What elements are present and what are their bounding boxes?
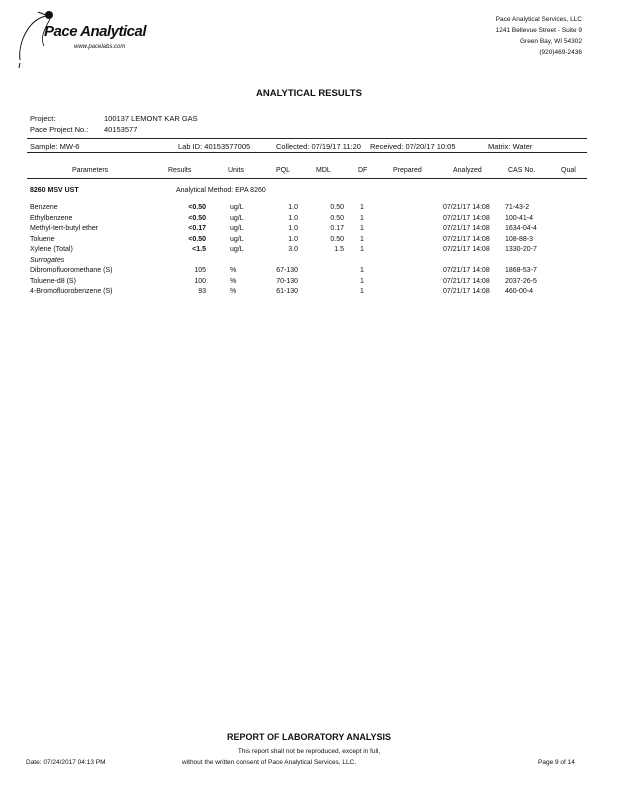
cell-pql: 70-130 — [276, 277, 298, 285]
cell-result: 93 — [198, 288, 206, 295]
cell-pql: 67-130 — [276, 267, 298, 274]
cell-cas: 1330-20-7 — [505, 246, 537, 253]
logo-name: Pace Analytical — [44, 23, 147, 40]
header-pql: PQL — [276, 167, 291, 174]
received: Received: 07/20/17 10:05 — [370, 142, 456, 151]
project-label: Project: — [30, 114, 56, 123]
header-cas: CAS No. — [508, 167, 536, 174]
cell-cas: 100-41-4 — [505, 214, 534, 222]
cell-pql: 1.0 — [288, 235, 298, 243]
cell-mdl: 0.50 — [330, 214, 344, 222]
header-mdl: MDL — [316, 167, 331, 174]
footer-note-2: without the written consent of Pace Analytical Services, LLC. — [182, 759, 357, 766]
header-qual: Qual — [561, 167, 576, 174]
cell-analyzed: 07/21/17 14:08 — [443, 235, 490, 243]
cell-result: <0.50 — [188, 204, 206, 211]
pace-project-value: 40153577 — [104, 125, 138, 134]
cell-result: 105 — [194, 267, 206, 274]
footer-date: Date: 07/24/2017 04:13 PM — [26, 759, 106, 766]
cell-analyzed: 07/21/17 14:08 — [443, 267, 490, 274]
cell-result: <0.50 — [188, 235, 206, 243]
cell-units: % — [230, 267, 237, 274]
cell-cas: 2037-26-5 — [505, 277, 537, 285]
surrogates-label: Surrogates — [30, 256, 65, 264]
project-value: 100137 LEMONT KAR GAS — [104, 114, 198, 123]
cell-cas: 108-88-3 — [505, 235, 534, 243]
cell-cas: 1868-53-7 — [505, 267, 537, 274]
cell-df: 1 — [360, 204, 364, 211]
divider — [27, 178, 587, 179]
header-units: Units — [228, 167, 244, 174]
cell-cas: 1634-04-4 — [505, 225, 537, 232]
cell-mdl: 0.50 — [330, 235, 344, 243]
cell-df: 1 — [360, 225, 364, 232]
cell-df: 1 — [360, 288, 364, 295]
matrix: Matrix: Water — [488, 142, 533, 151]
cell-df: 1 — [360, 214, 364, 222]
cell-analyzed: 07/21/17 14:08 — [443, 214, 490, 222]
section-name: 8260 MSV UST — [30, 187, 79, 194]
cell-mdl: 1.5 — [334, 246, 344, 253]
cell-units: ug/L — [230, 204, 244, 211]
pace-project-label: Pace Project No.: — [30, 125, 89, 134]
cell-analyzed: 07/21/17 14:08 — [443, 225, 490, 232]
collected: Collected: 07/19/17 11:20 — [276, 142, 361, 151]
cell-param: Toluene-d8 (S) — [30, 277, 76, 285]
company-address: Pace Analytical Services, LLC 1241 Bellevue Street - Suite 9 Green Bay, WI 54302 (920)469-2436 — [495, 16, 582, 56]
page-title: ANALYTICAL RESULTS — [256, 88, 362, 99]
cell-result: <0.17 — [188, 225, 206, 232]
cell-pql: 61-130 — [276, 288, 298, 295]
sample-label: Sample: MW-6 — [30, 142, 80, 151]
cell-df: 1 — [360, 267, 364, 274]
cell-units: ug/L — [230, 225, 244, 232]
footer-note-1: This report shall not be reproduced, except in full, — [237, 748, 381, 755]
header-prepared: Prepared — [393, 167, 422, 174]
header-df: DF — [358, 167, 368, 174]
cell-param: Methyl-tert-butyl ether — [30, 225, 99, 232]
cell-result: <1.5 — [192, 246, 206, 253]
cell-result: 100 — [194, 277, 206, 285]
cell-pql: 1.0 — [288, 204, 298, 211]
footer-title: REPORT OF LABORATORY ANALYSIS — [226, 732, 392, 742]
cell-analyzed: 07/21/17 14:08 — [443, 288, 490, 295]
cell-units: % — [230, 288, 237, 295]
footer-page: Page 9 of 14 — [538, 759, 575, 766]
cell-df: 1 — [360, 235, 364, 243]
cell-param: 4-Bromofluorobenzene (S) — [30, 288, 113, 295]
cell-units: ug/L — [230, 214, 244, 222]
cell-cas: 71-43-2 — [505, 204, 530, 211]
header-parameters: Parameters — [72, 167, 109, 174]
cell-units: ug/L — [230, 235, 244, 243]
header-analyzed: Analyzed — [453, 167, 482, 174]
cell-param: Toluene — [30, 235, 55, 243]
cell-result: <0.50 — [188, 214, 206, 222]
cell-param: Ethylbenzene — [30, 214, 73, 222]
cell-param: Dibromofluoromethane (S) — [30, 267, 113, 274]
logo-url: www.pacelabs.com — [74, 44, 126, 50]
divider — [27, 138, 587, 139]
cell-units: % — [230, 277, 237, 285]
cell-mdl: 0.17 — [330, 225, 344, 232]
cell-df: 1 — [360, 246, 364, 253]
cell-mdl: 0.50 — [330, 204, 344, 211]
header-results: Results — [168, 167, 192, 174]
cell-param: Benzene — [30, 204, 58, 211]
section-method: Analytical Method: EPA 8260 — [176, 187, 266, 194]
cell-df: 1 — [360, 277, 364, 285]
cell-analyzed: 07/21/17 14:08 — [443, 246, 490, 253]
cell-pql: 3.0 — [288, 246, 298, 253]
cell-pql: 1.0 — [288, 225, 298, 232]
lab-id: Lab ID: 40153577005 — [178, 142, 251, 151]
cell-units: ug/L — [230, 246, 244, 253]
cell-cas: 460-00-4 — [505, 288, 534, 295]
cell-pql: 1.0 — [288, 214, 298, 222]
cell-param: Xylene (Total) — [30, 246, 73, 253]
divider — [27, 152, 587, 153]
cell-analyzed: 07/21/17 14:08 — [443, 277, 490, 285]
cell-analyzed: 07/21/17 14:08 — [443, 204, 490, 211]
